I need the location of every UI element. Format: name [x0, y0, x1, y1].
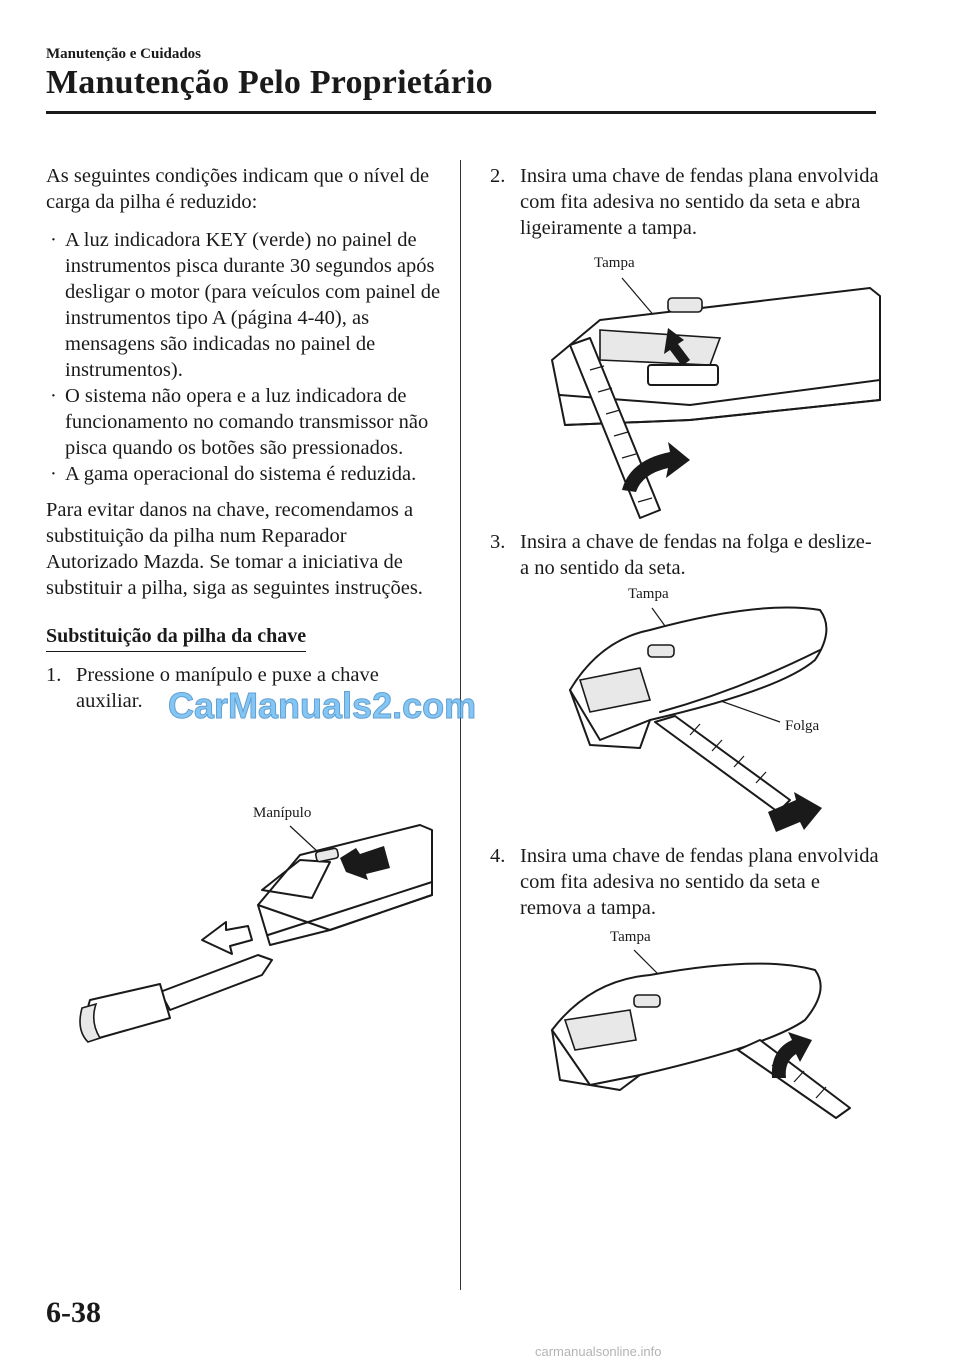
step-number: 4.	[490, 845, 506, 867]
step-text: Pressione o manípulo e puxe a chave auxiliar.	[76, 664, 379, 712]
step-number: 2.	[490, 165, 506, 187]
watermark: CarManuals2.com	[168, 685, 477, 726]
page-number: 6-38	[46, 1296, 101, 1329]
fig3-cover-label: Tampa	[628, 586, 669, 602]
fig4-label: Tampa	[610, 929, 651, 945]
list-item: · A gama operacional do sistema é reduzida.	[50, 463, 417, 485]
subheading: Substituição da pilha da chave	[46, 623, 306, 652]
footer-site-mark: carmanualsonline.info	[535, 1344, 662, 1359]
list-item: · A luz indicadora KEY (verde) no painel de instrumentos pisca durante 30 segundos após desligar o motor (para veículos com painel de instrumentos tipo A (página 4-40), as mensagens são indicadas no painel de instrumentos).	[50, 229, 441, 381]
advice-paragraph: Para evitar danos na chave, recomendamos a substituição da pilha num Reparador Autorizado Mazda. Se tomar a iniciativa de substituir a pilha, siga as seguintes instruções.	[46, 499, 423, 599]
list-item: · O sistema não opera e a luz indicadora de funcionamento no comando transmissor não pisca quando os botões são pressionados.	[50, 385, 429, 459]
step-text: Insira uma chave de fendas plana envolvida com fita adesiva no sentido da seta e abra ligeiramente a tampa.	[520, 165, 879, 239]
fig1-label: Manípulo	[253, 805, 312, 821]
bullet-icon: ·	[50, 463, 57, 485]
bullet-icon: ·	[50, 229, 57, 251]
step-number: 3.	[490, 531, 506, 553]
page-title: Manutenção Pelo Proprietário	[46, 64, 493, 101]
intro-paragraph: As seguintes condições indicam que o nível de carga da pilha é reduzido:	[46, 165, 430, 213]
step-text: Insira uma chave de fendas plana envolvida com fita adesiva no sentido da seta e remova a tampa.	[520, 845, 879, 919]
fig3-gap-label: Folga	[785, 718, 820, 734]
section-label: Manutenção e Cuidados	[46, 46, 202, 62]
fig2-label: Tampa	[594, 255, 635, 271]
step-number: 1.	[46, 664, 62, 686]
bullet-icon: ·	[50, 385, 57, 407]
step-text: Insira a chave de fendas na folga e deslize-a no sentido da seta.	[520, 531, 872, 579]
